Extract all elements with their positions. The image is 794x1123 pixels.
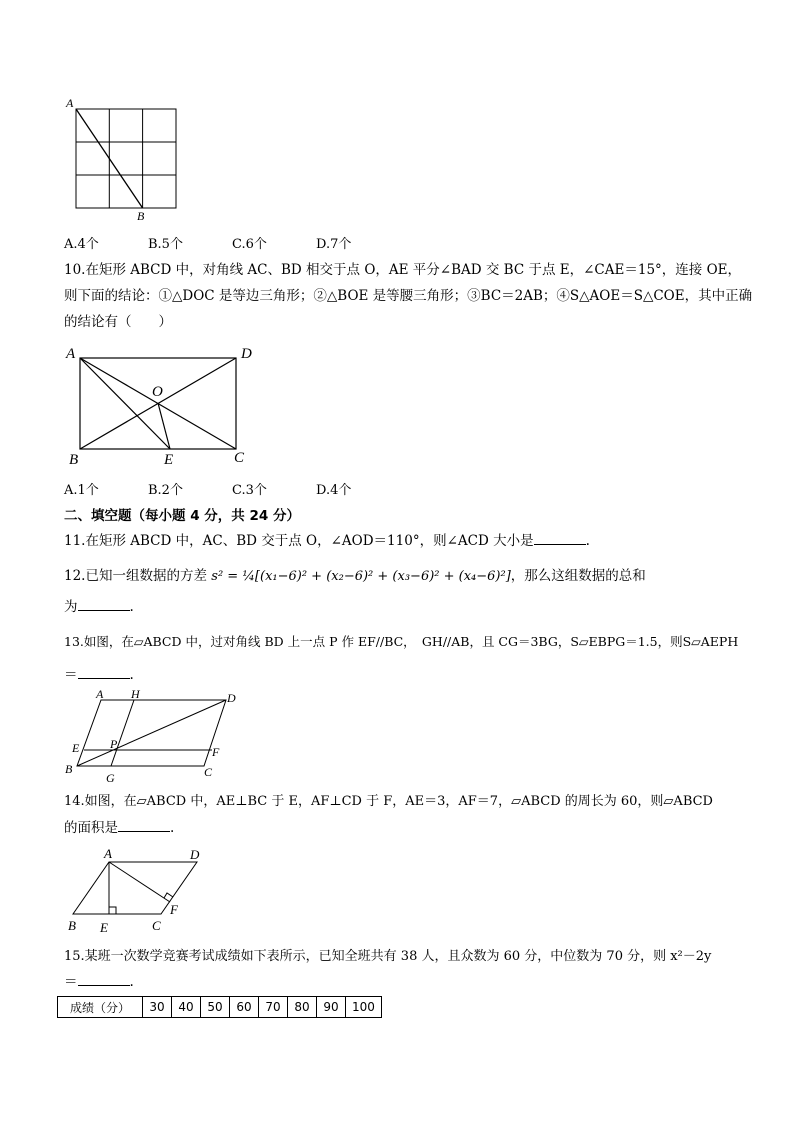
table-cell: 50	[201, 997, 230, 1018]
q13-label-f: F	[212, 745, 220, 759]
q10-choices	[64, 481, 351, 500]
q12-formula: s² = ¼[(x₁−6)² + (x₂−6)² + (x₃−6)² + (x₄−6)²]	[211, 569, 511, 584]
q10-choice-b[interactable]: B.2个	[148, 483, 183, 498]
q12-line2-a: 为	[64, 599, 78, 615]
q9-label-a: A	[66, 96, 74, 110]
q12-line1	[64, 567, 646, 586]
q13-label-a: A	[96, 688, 104, 701]
q9-choices	[64, 235, 351, 254]
q11-text: 11.在矩形 ABCD 中，AC、BD 交于点 O，∠AOD＝110°，则∠ACD 大小是	[64, 533, 534, 549]
q15-line2-a: ＝	[64, 974, 78, 990]
table-row	[58, 997, 382, 1018]
q12-text-b: ，那么这组数据的总和	[510, 568, 646, 584]
q10-choice-a[interactable]: A.1个	[64, 483, 99, 498]
q9-label-b: B	[137, 209, 145, 223]
table-header-cell: 成绩（分）	[58, 997, 143, 1018]
q12-end: .	[129, 599, 134, 615]
q9-grid-figure	[64, 96, 184, 224]
q11-end: .	[585, 533, 590, 549]
q10-label-c: C	[234, 450, 245, 466]
q13-answer-blank[interactable]	[78, 666, 130, 679]
q14-label-d: D	[190, 847, 200, 862]
q9-choice-c[interactable]: C.6个	[232, 237, 267, 252]
q12-answer-blank[interactable]	[78, 598, 130, 611]
q15-line1: 15.某班一次数学竞赛考试成绩如下表所示，已知全班共有 38 人，且众数为 60 分，中位数为 70 分，则 x²－2y	[64, 949, 712, 964]
q10-rectangle-figure	[64, 342, 264, 470]
q10-label-d: D	[241, 346, 252, 362]
q13-parallelogram-figure	[60, 688, 250, 784]
q13-label-h: H	[131, 688, 140, 701]
q10-line3: 的结论有（ ）	[64, 314, 172, 330]
q12-line2	[64, 598, 134, 616]
q9-choice-d[interactable]: D.7个	[316, 237, 352, 252]
q11	[64, 532, 590, 550]
q14-end: .	[170, 820, 175, 836]
q15-end: .	[129, 974, 134, 990]
table-cell: 60	[230, 997, 259, 1018]
q14-label-f: F	[170, 902, 178, 917]
q10-line2: 则下面的结论：①△DOC 是等边三角形；②△BOE 是等腰三角形；③BC＝2AB；④S△AOE＝S△COE，其中正确	[64, 288, 753, 304]
table-cell: 30	[143, 997, 172, 1018]
q10-choice-d[interactable]: D.4个	[316, 483, 352, 498]
q13-end: .	[129, 667, 134, 683]
q14-parallelogram-figure	[64, 842, 214, 936]
q13-label-g: G	[106, 771, 115, 784]
q14-label-a: A	[104, 846, 112, 861]
q10-choice-c[interactable]: C.3个	[232, 483, 267, 498]
q14-line1: 14.如图，在▱ABCD 中，AE⊥BC 于 E，AF⊥CD 于 F，AE＝3，AF＝7，▱ABCD 的周长为 60，则▱ABCD	[64, 794, 713, 809]
q14-label-e: E	[100, 920, 108, 935]
q15-answer-blank[interactable]	[78, 973, 130, 986]
q10-label-b: B	[69, 452, 79, 468]
q10-line1: 10.在矩形 ABCD 中，对角线 AC、BD 相交于点 O，AE 平分∠BAD 交 BC 于点 E，∠CAE＝15°，连接 OE，	[64, 262, 741, 278]
table-cell: 70	[259, 997, 288, 1018]
table-cell: 100	[346, 997, 382, 1018]
q12-text-a: 12.已知一组数据的方差	[64, 568, 207, 584]
q14-line2-a: 的面积是	[64, 820, 118, 836]
q15-score-table	[57, 996, 382, 1018]
q13-label-p: P	[110, 737, 118, 751]
q13-line1: 13.如图，在▱ABCD 中，过对角线 BD 上一点 P 作 EF//BC， GH//AB，且 CG＝3BG，S▱EBPG＝1.5，则S▱AEPH	[64, 634, 739, 649]
table-cell: 40	[172, 997, 201, 1018]
table-cell: 80	[288, 997, 317, 1018]
q14-line2	[64, 819, 174, 837]
q13-line2	[64, 666, 134, 684]
q14-label-b: B	[68, 918, 76, 933]
section-fill-blank-title: 二、填空题（每小题 4 分，共 24 分）	[64, 508, 300, 524]
q14-label-c: C	[152, 918, 161, 933]
q14-answer-blank[interactable]	[118, 819, 170, 832]
q13-label-d: D	[227, 691, 236, 705]
q13-label-e: E	[72, 741, 80, 755]
q9-choice-b[interactable]: B.5个	[148, 237, 183, 252]
q15-line2	[64, 973, 134, 991]
q13-label-c: C	[204, 765, 213, 779]
q13-label-b: B	[65, 762, 73, 776]
table-cell: 90	[317, 997, 346, 1018]
q10-label-o: O	[152, 384, 163, 400]
q10-label-e: E	[164, 452, 174, 468]
q13-line2-a: ＝	[64, 667, 78, 683]
q10-label-a: A	[66, 346, 76, 362]
q11-answer-blank[interactable]	[534, 532, 586, 545]
q9-choice-a[interactable]: A.4个	[64, 237, 99, 252]
